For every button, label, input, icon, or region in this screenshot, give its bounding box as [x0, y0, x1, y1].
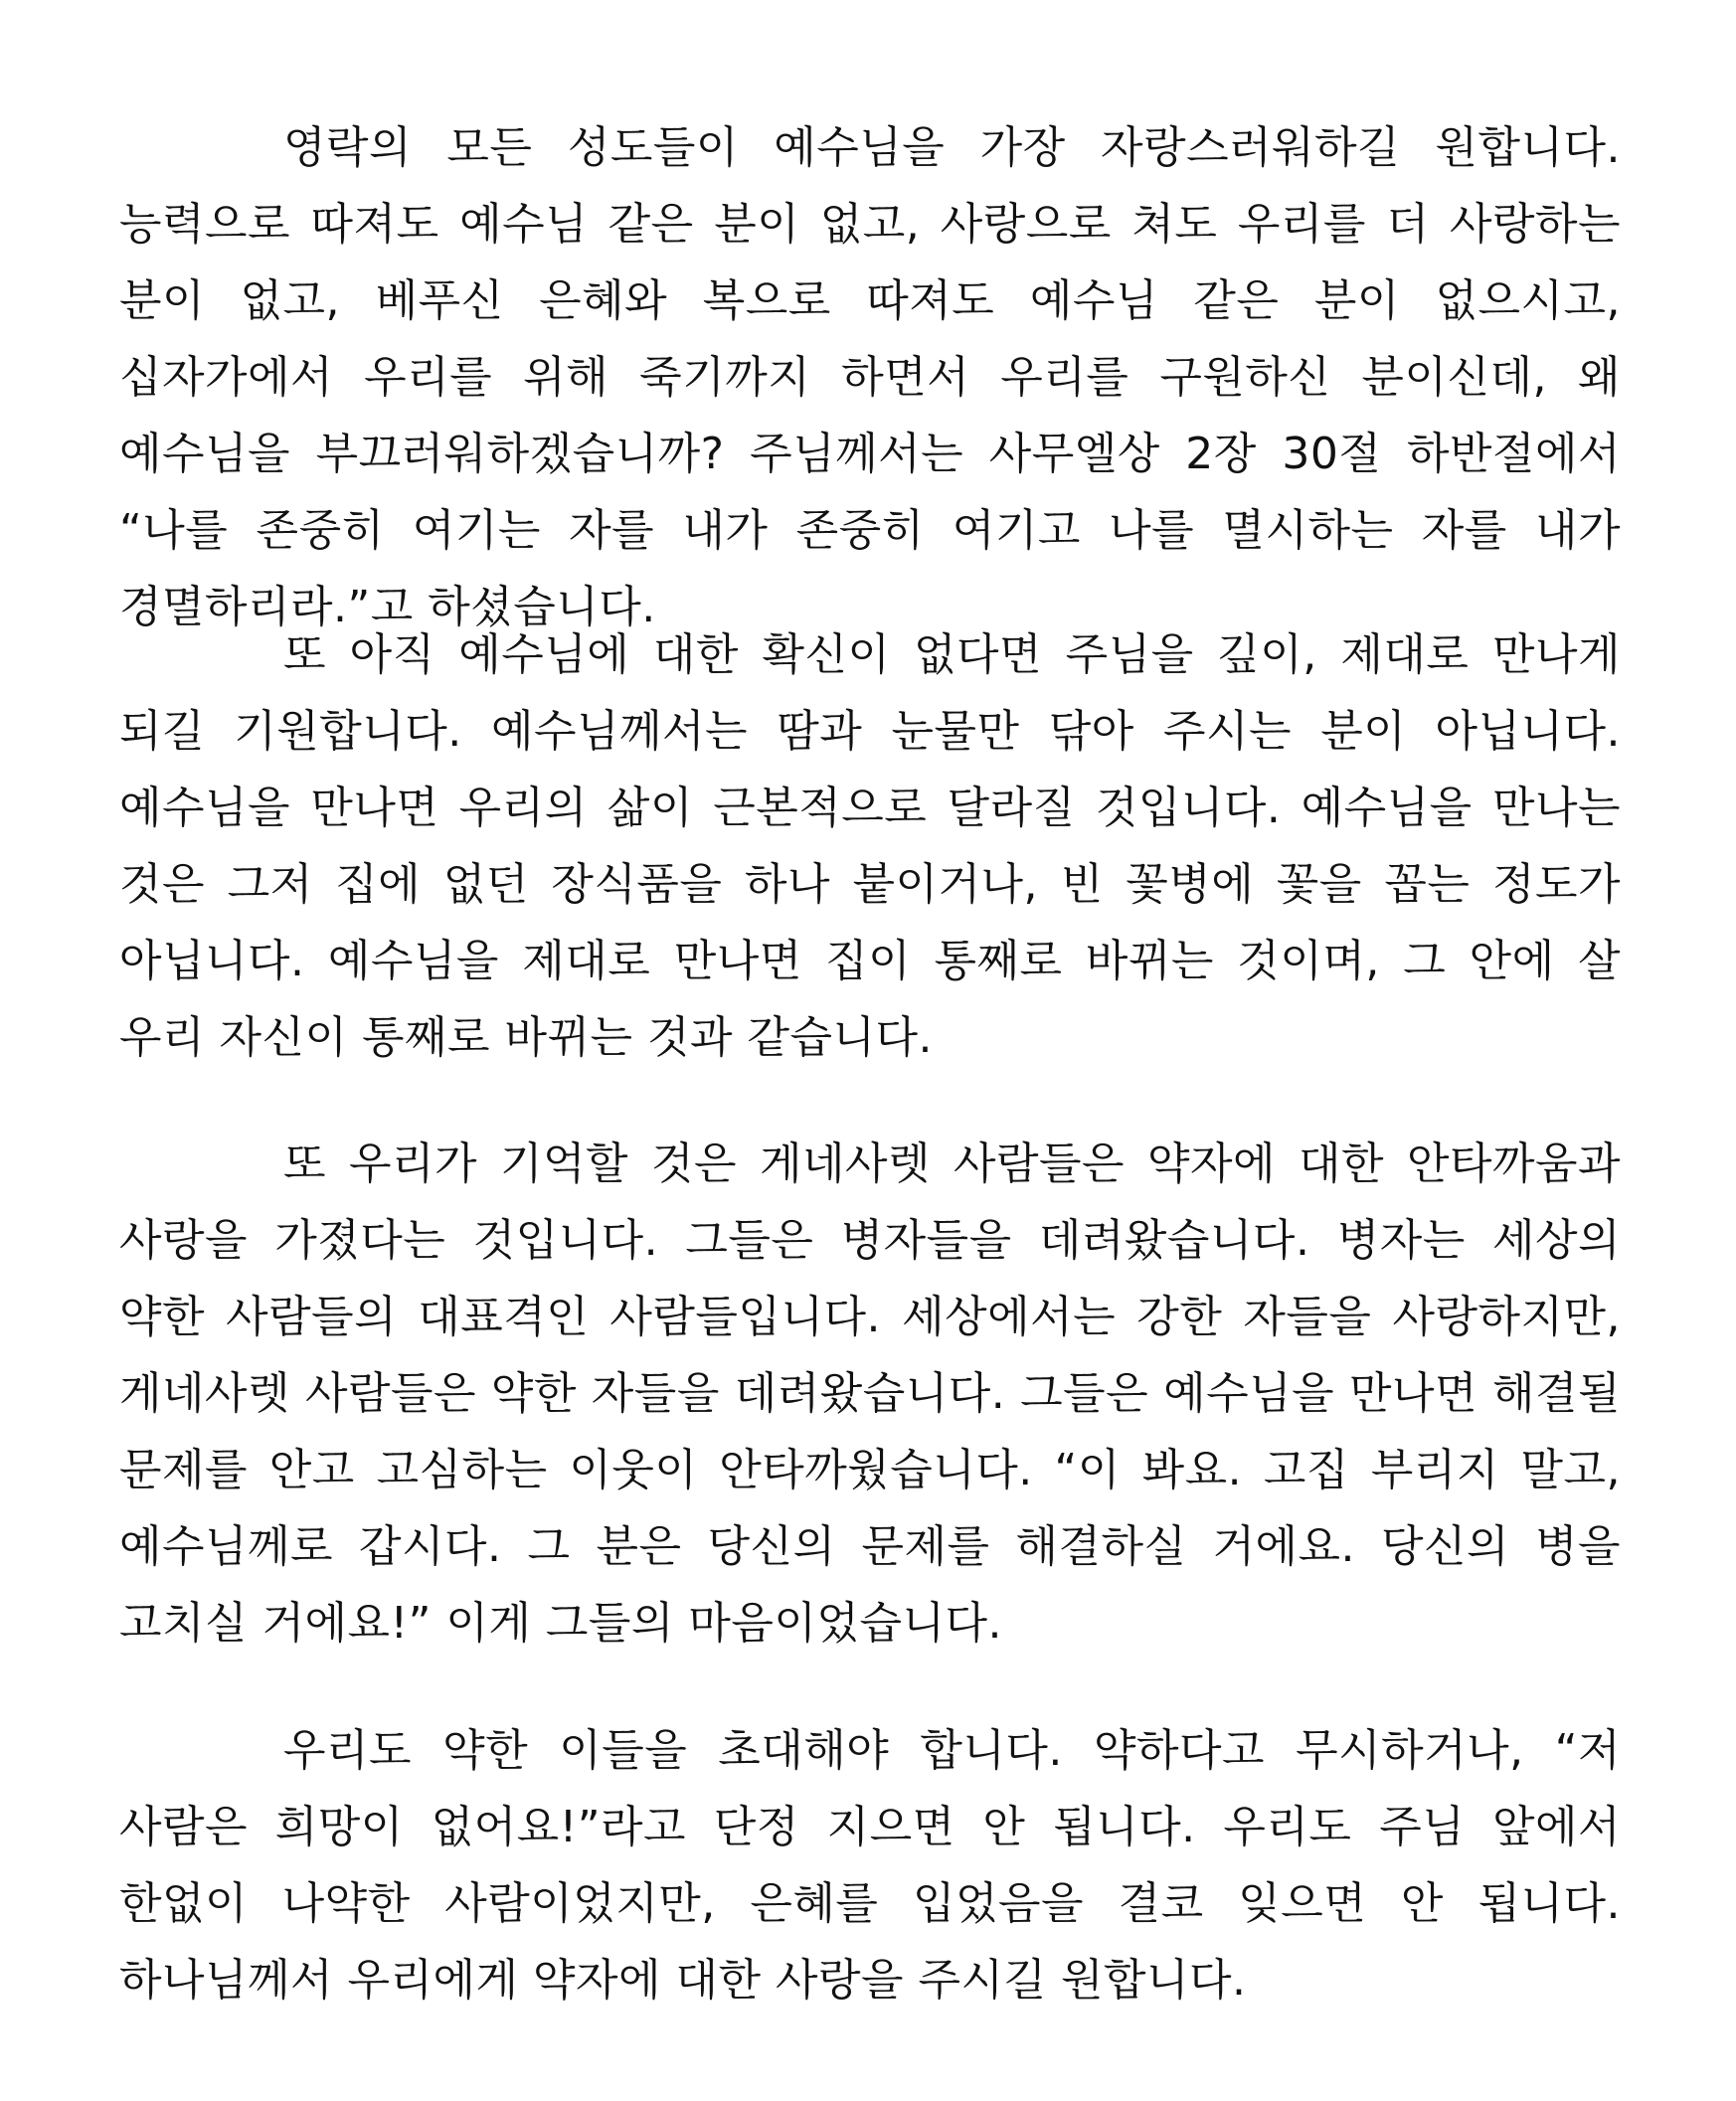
paragraph-2: [119, 616, 1621, 1076]
paragraph-text: 영락의 모든 성도들이 예수님을 가장 자랑스러워하길 원합니다. 능력으로 따져도 예수님 같은 분이 없고, 사랑으로 쳐도 우리를 더 사랑하는 분이 없고, 베푸신 은혜와 복으로 따져도 예수님 같은 분이 없으시고, 십자가에서 우리를 위해 죽기까지 하면서 우리를 구원하신 분이신데, 왜 예수님을 부끄러워하겠습니까? 주님께서는 사무엘상 2장 30절 하반절에서 “나를 존중히 여기는 자를 내가 존중히 여기고 나를 멸시하는 자를 내가 경멸하리라.”고 하셨습니다.: [119, 122, 1621, 632]
paragraph-1: [119, 109, 1621, 645]
paragraph-text: 우리도 약한 이들을 초대해야 합니다. 약하다고 무시하거나, “저 사람은 희망이 없어요!”라고 단정 지으면 안 됩니다. 우리도 주님 앞에서 한없이 나약한 사람이었지만, 은혜를 입었음을 결코 잊으면 안 됩니다. 하나님께서 우리에게 약자에 대한 사랑을 주시길 원합니다.: [119, 1725, 1622, 2006]
paragraph-text: 또 우리가 기억할 것은 게네사렛 사람들은 약자에 대한 안타까움과 사랑을 가졌다는 것입니다. 그들은 병자들을 데려왔습니다. 병자는 세상의 약한 사람들의 대표격인 사람들입니다. 세상에서는 강한 자들을 사랑하지만, 게네사렛 사람들은 약한 자들을 데려왔습니다. 그들은 예수님을 만나면 해결될 문제를 안고 고심하는 이웃이 안타까웠습니다. “이 봐요. 고집 부리지 말고, 예수님께로 갑시다. 그 분은 당신의 문제를 해결하실 거에요. 당신의 병을 고치실 거에요!” 이게 그들의 마음이었습니다.: [119, 1138, 1621, 1649]
paragraph-3: [119, 1126, 1621, 1662]
paragraph-text: 또 아직 예수님에 대한 확신이 없다면 주님을 깊이, 제대로 만나게 되길 기원합니다. 예수님께서는 땀과 눈물만 닦아 주시는 분이 아닙니다. 예수님을 만나면 우리의 삶이 근본적으로 달라질 것입니다. 예수님을 만나는 것은 그저 집에 없던 장식품을 하나 붙이거나, 빈 꽃병에 꽃을 꼽는 정도가 아닙니다. 예수님을 제대로 만나면 집이 통째로 바뀌는 것이며, 그 안에 살 우리 자신이 통째로 바뀌는 것과 같습니다.: [119, 629, 1621, 1063]
paragraph-4: [119, 1712, 1621, 2018]
